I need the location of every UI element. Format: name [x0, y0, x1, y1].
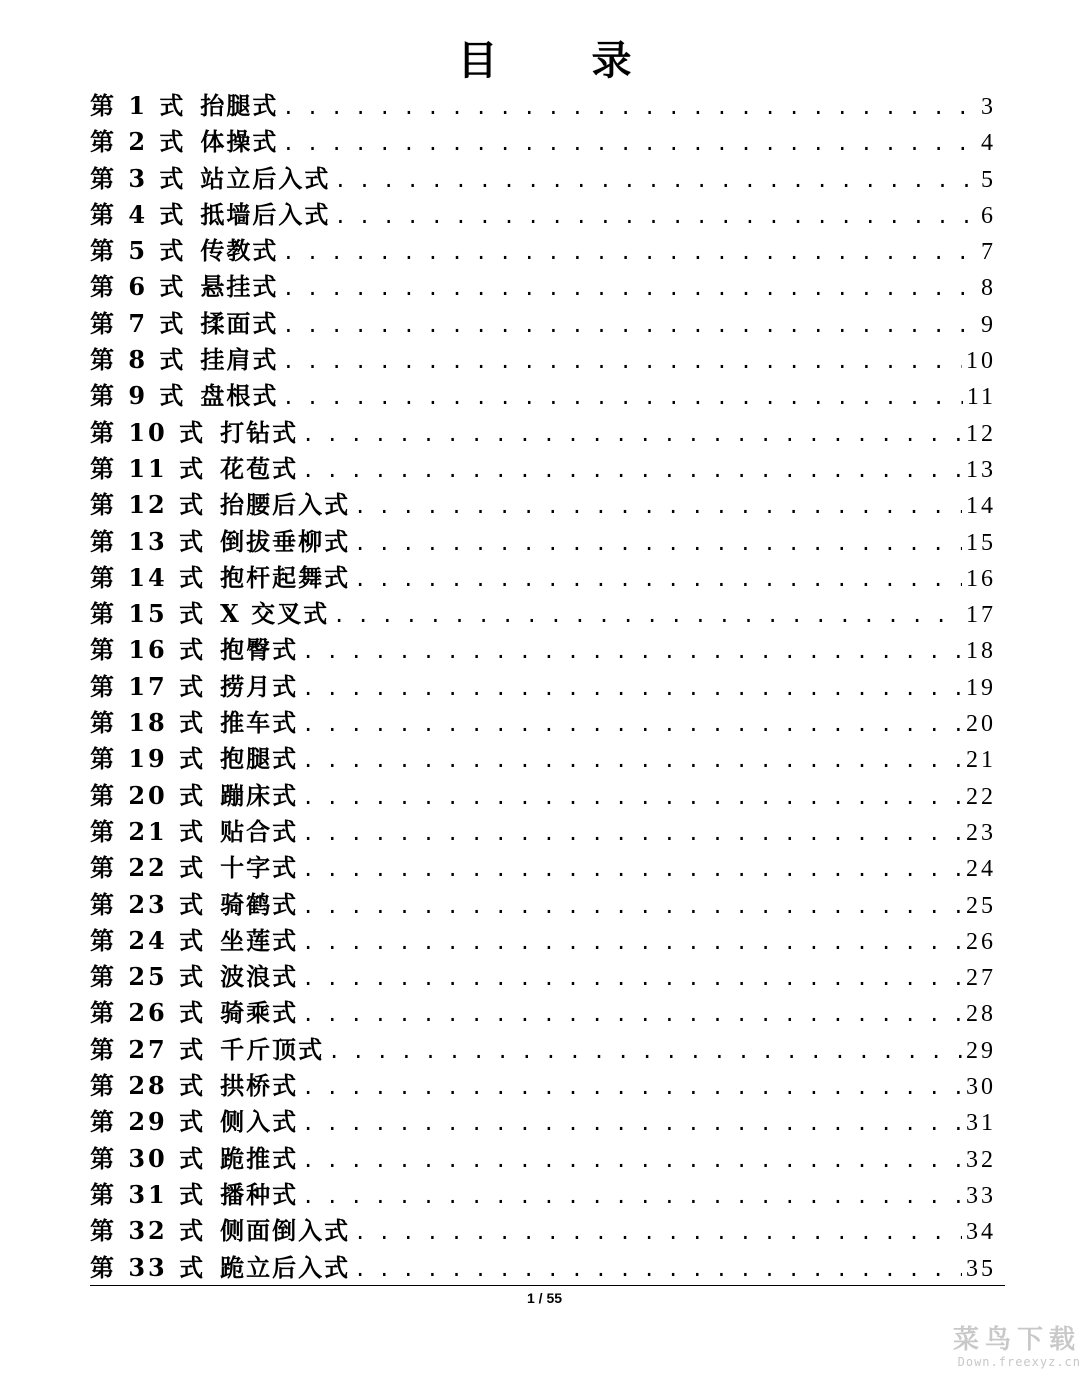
toc-entry-number: 第 30 式 [90, 1143, 207, 1173]
toc-entry[interactable] [90, 850, 996, 886]
toc-entry-number: 第 10 式 [90, 417, 207, 447]
page-title: 目 录 [457, 37, 672, 84]
toc-entry-page: 10 [966, 348, 996, 375]
toc-entry[interactable] [90, 269, 996, 305]
toc-entry[interactable] [90, 669, 996, 705]
toc-entry-title: 抵墙后入式 [200, 199, 331, 229]
toc-dot-leader [302, 815, 962, 851]
toc-entry-number: 第 27 式 [90, 1034, 207, 1064]
toc-entry[interactable] [90, 814, 996, 850]
toc-dot-leader [302, 706, 962, 742]
toc-entry-number: 第 33 式 [90, 1252, 207, 1282]
toc-entry-number: 第 26 式 [90, 998, 207, 1028]
toc-entry-title: 倒拔垂柳式 [220, 526, 351, 556]
toc-entry-page: 15 [966, 529, 996, 556]
toc-entry-number: 第 18 式 [90, 708, 207, 738]
toc-entry-page: 27 [966, 965, 996, 992]
toc-entry-page: 16 [966, 565, 996, 592]
toc-entry-page: 20 [966, 711, 996, 738]
toc-entry-title: 拱桥式 [220, 1071, 299, 1101]
toc-dot-leader [302, 888, 962, 924]
toc-entry-title: 骑鹤式 [220, 889, 299, 919]
toc-entry-page: 13 [966, 456, 996, 483]
toc-entry-title: 盘根式 [200, 381, 279, 411]
toc-dot-leader [282, 307, 972, 343]
toc-entry-page: 32 [966, 1146, 996, 1173]
toc-entry-title: 站立后入式 [200, 163, 331, 193]
toc-dot-leader [302, 633, 962, 669]
toc-entry-number: 第 31 式 [90, 1179, 207, 1209]
toc-entry-page: 7 [981, 239, 996, 266]
toc-dot-leader [354, 525, 962, 561]
toc-entry-number: 第 12 式 [90, 490, 207, 520]
toc-entry-page: 19 [966, 674, 996, 701]
toc-entry[interactable] [90, 161, 996, 197]
toc-entry[interactable] [90, 887, 996, 923]
toc-entry-page: 35 [966, 1255, 996, 1282]
toc-entry-page: 5 [981, 166, 996, 193]
footer-rule [90, 1285, 1005, 1286]
toc-dot-leader [282, 343, 962, 379]
toc-dot-leader [302, 452, 962, 488]
toc-entry-number: 第 15 式 [90, 599, 207, 629]
toc-entry-number: 第 22 式 [90, 853, 207, 883]
toc-entry-title: 花苞式 [220, 453, 299, 483]
toc-entry[interactable] [90, 778, 996, 814]
toc-entry-number: 第 9 式 [90, 381, 187, 411]
toc-entry[interactable] [90, 959, 996, 995]
toc-entry-page: 23 [966, 819, 996, 846]
toc-entry[interactable] [90, 995, 996, 1031]
toc-entry[interactable] [90, 415, 996, 451]
toc-entry[interactable] [90, 487, 996, 523]
toc-entry-number: 第 16 式 [90, 635, 207, 665]
toc-entry[interactable] [90, 741, 996, 777]
toc-entry[interactable] [90, 1141, 996, 1177]
toc-entry-title: 骑乘式 [220, 998, 299, 1028]
toc-entry-title: 推车式 [220, 708, 299, 738]
toc-entry-page: 30 [966, 1074, 996, 1101]
toc-entry-page: 33 [966, 1182, 996, 1209]
toc-entry-page: 4 [981, 130, 996, 157]
toc-entry-page: 3 [981, 94, 996, 120]
toc-dot-leader [354, 488, 962, 524]
toc-entry[interactable] [90, 1032, 996, 1068]
toc-entry-page: 26 [966, 928, 996, 955]
toc-entry-number: 第 28 式 [90, 1071, 207, 1101]
toc-dot-leader [302, 742, 962, 778]
toc-entry[interactable] [90, 88, 996, 124]
toc-entry-number: 第 29 式 [90, 1107, 207, 1137]
toc-entry[interactable] [90, 124, 996, 160]
toc-entry-number: 第 25 式 [90, 962, 207, 992]
toc-dot-leader [282, 125, 972, 161]
toc-entry-title: 悬挂式 [200, 272, 279, 302]
toc-entry-number: 第 11 式 [90, 453, 207, 483]
watermark-main: 菜鸟下载 [952, 1325, 1081, 1355]
toc-entry-title: 侧入式 [220, 1107, 299, 1137]
toc-entry-number: 第 19 式 [90, 744, 207, 774]
toc-entry-title: 跪推式 [220, 1143, 299, 1173]
toc-entry[interactable] [90, 233, 996, 269]
toc-entry-title: 打钻式 [220, 417, 299, 447]
toc-entry-title: 抱腿式 [220, 744, 299, 774]
toc-dot-leader [354, 561, 962, 597]
toc-entry-page: 24 [966, 856, 996, 883]
toc-dot-leader [302, 996, 962, 1032]
toc-entry-number: 第 5 式 [90, 236, 187, 266]
toc-entry[interactable] [90, 1177, 996, 1213]
toc-dot-leader [302, 960, 962, 996]
toc-entry-page: 14 [966, 493, 996, 520]
toc-entry-number: 第 20 式 [90, 780, 207, 810]
toc-entry-number: 第 13 式 [90, 526, 207, 556]
toc-entry-page: 21 [966, 747, 996, 774]
toc-entry[interactable] [90, 197, 996, 233]
toc-entry[interactable] [90, 1250, 996, 1286]
toc-dot-leader [333, 597, 962, 633]
table-of-contents [90, 88, 996, 1286]
toc-entry[interactable] [90, 560, 996, 596]
toc-dot-leader [302, 851, 962, 887]
toc-entry[interactable] [90, 1213, 996, 1249]
toc-entry-number: 第 7 式 [90, 308, 187, 338]
toc-entry-number: 第 6 式 [90, 272, 187, 302]
toc-entry-number: 第 2 式 [90, 127, 187, 157]
toc-entry[interactable] [90, 451, 996, 487]
toc-entry-number: 第 4 式 [90, 199, 187, 229]
toc-dot-leader [302, 1105, 962, 1141]
toc-entry-page: 12 [966, 420, 996, 447]
toc-entry-number: 第 23 式 [90, 889, 207, 919]
toc-entry-page: 6 [981, 202, 996, 229]
toc-entry-number: 第 17 式 [90, 671, 207, 701]
toc-entry[interactable] [90, 306, 996, 342]
toc-entry-title: 侧面倒入式 [220, 1216, 351, 1246]
toc-entry[interactable] [90, 342, 996, 378]
toc-entry-title: 十字式 [220, 853, 299, 883]
toc-entry-title: 体操式 [200, 127, 279, 157]
toc-entry[interactable] [90, 1104, 996, 1140]
toc-entry[interactable] [90, 705, 996, 741]
toc-entry-number: 第 14 式 [90, 562, 207, 592]
toc-entry-page: 17 [966, 602, 996, 629]
toc-entry-page: 9 [981, 311, 996, 338]
toc-entry-title: 抱杆起舞式 [220, 562, 351, 592]
toc-entry[interactable] [90, 596, 996, 632]
toc-dot-leader [282, 89, 972, 125]
toc-entry-title: 播种式 [220, 1179, 299, 1209]
toc-dot-leader [302, 924, 962, 960]
toc-entry-title: 千斤顶式 [220, 1034, 325, 1064]
toc-entry-page: 22 [966, 783, 996, 810]
toc-entry-title: 波浪式 [220, 962, 299, 992]
toc-dot-leader [282, 270, 972, 306]
toc-dot-leader [334, 162, 972, 198]
toc-entry-title: 贴合式 [220, 816, 299, 846]
toc-dot-leader [302, 779, 962, 815]
toc-entry-page: 11 [966, 384, 996, 411]
toc-dot-leader [354, 1214, 962, 1250]
toc-entry-number: 第 32 式 [90, 1216, 207, 1246]
toc-entry-page: 31 [966, 1110, 996, 1137]
toc-entry-title: 挂肩式 [200, 345, 279, 375]
toc-entry[interactable] [90, 524, 996, 560]
page-indicator: 1 / 55 [526, 1290, 563, 1306]
toc-entry-number: 第 8 式 [90, 345, 187, 375]
toc-entry[interactable] [90, 1068, 996, 1104]
toc-dot-leader [282, 234, 972, 270]
toc-entry-title: 抬腿式 [200, 91, 279, 120]
toc-entry[interactable] [90, 923, 996, 959]
toc-dot-leader [302, 416, 962, 452]
toc-entry-title: 传教式 [200, 236, 279, 266]
toc-entry-title: 蹦床式 [220, 780, 299, 810]
watermark-sub: Down.freexyz.cn [957, 1355, 1081, 1369]
toc-entry-number: 第 1 式 [90, 91, 187, 120]
toc-entry-page: 18 [966, 638, 996, 665]
toc-entry-title: 揉面式 [200, 308, 279, 338]
toc-entry-title: 跪立后入式 [220, 1252, 351, 1282]
toc-entry-title: X 交叉式 [220, 599, 330, 629]
toc-entry[interactable] [90, 378, 996, 414]
watermark [953, 1325, 1081, 1369]
toc-entry-page: 25 [966, 892, 996, 919]
toc-entry-number: 第 24 式 [90, 925, 207, 955]
toc-dot-leader [282, 379, 962, 415]
toc-entry-title: 捞月式 [220, 671, 299, 701]
toc-entry-number: 第 3 式 [90, 163, 187, 193]
toc-entry-page: 34 [966, 1219, 996, 1246]
toc-dot-leader [302, 1178, 962, 1214]
toc-entry-title: 抬腰后入式 [220, 490, 351, 520]
toc-dot-leader [328, 1033, 962, 1069]
toc-entry-title: 坐莲式 [220, 925, 299, 955]
toc-dot-leader [302, 1069, 962, 1105]
toc-entry[interactable] [90, 632, 996, 668]
toc-entry-title: 抱臀式 [220, 635, 299, 665]
toc-dot-leader [334, 198, 972, 234]
toc-dot-leader [302, 670, 962, 706]
toc-entry-page: 29 [966, 1037, 996, 1064]
toc-entry-page: 28 [966, 1001, 996, 1028]
toc-dot-leader [354, 1251, 962, 1287]
toc-dot-leader [302, 1142, 962, 1178]
toc-entry-number: 第 21 式 [90, 816, 207, 846]
toc-entry-page: 8 [981, 275, 996, 302]
